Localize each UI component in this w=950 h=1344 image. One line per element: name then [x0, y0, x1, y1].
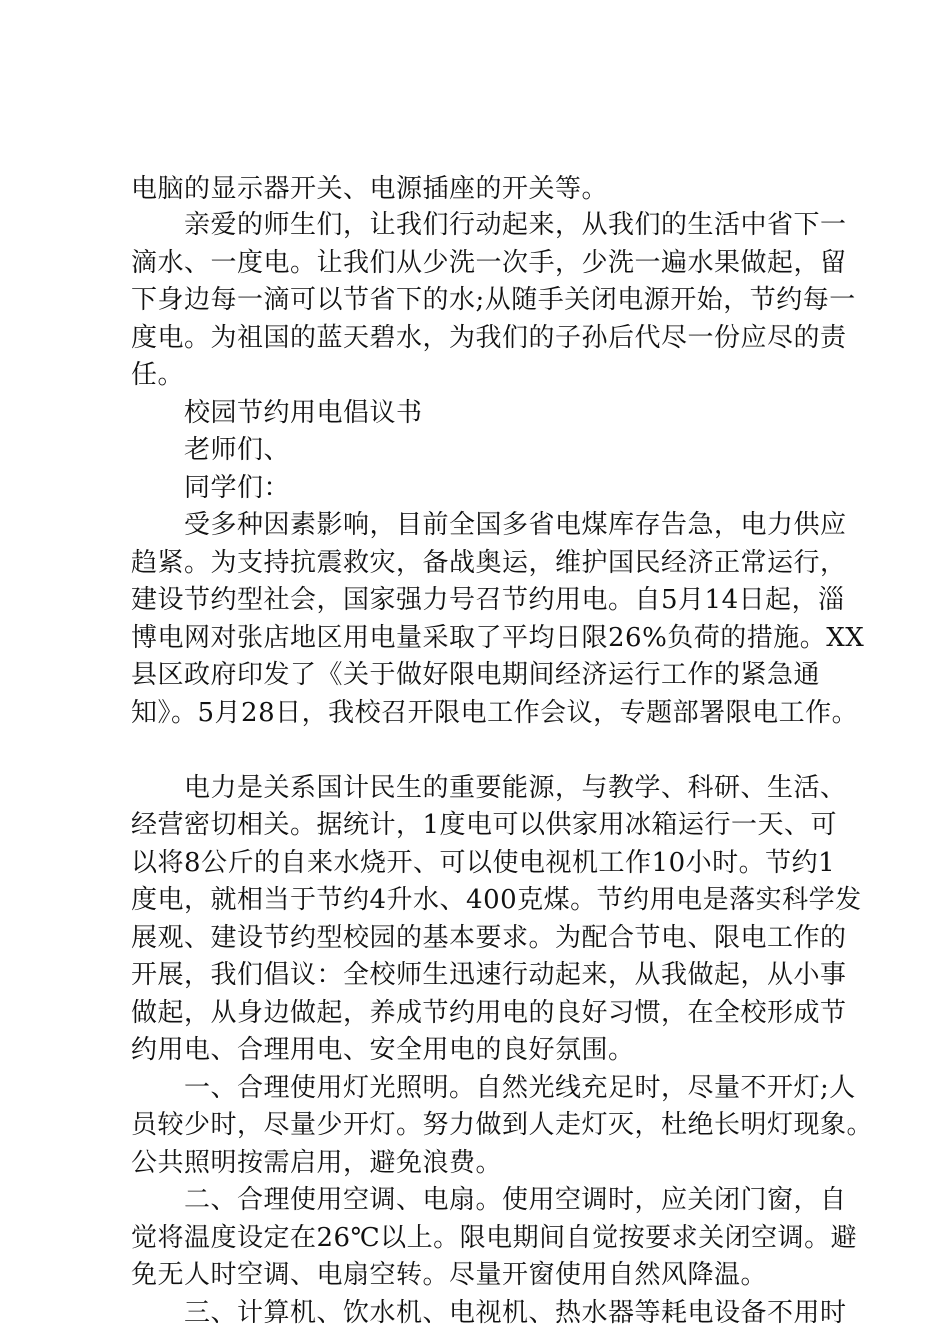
text-line: 公共照明按需启用，避免浪费。 [131, 1148, 503, 1178]
salutation-students: 同学们： [131, 473, 291, 503]
text-line: 滴水、一度电。让我们从少洗一次手，少洗一遍水果做起，留 [131, 248, 847, 278]
text-line: 趋紧。为支持抗震救灾，备战奥运，维护国民经济正常运行， [131, 548, 847, 578]
text-line: 做起，从身边做起，养成节约用电的良好习惯，在全校形成节 [131, 998, 847, 1028]
text-line: 觉将温度设定在26℃以上。限电期间自觉按要求关闭空调。避 [131, 1223, 858, 1253]
text-line: 一、合理使用灯光照明。自然光线充足时，尽量不开灯;人 [131, 1073, 856, 1103]
text-line: 任。 [131, 360, 185, 390]
text-line: 度电，就相当于节约4升水、400克煤。节约用电是落实科学发 [131, 885, 862, 915]
text-line: 县区政府印发了《关于做好限电期间经济运行工作的紧急通 [131, 660, 821, 690]
text-line: 知》。5月28日，我校召开限电工作会议，专题部署限电工作。 [131, 698, 859, 728]
text-line: 度电。为祖国的蓝天碧水，为我们的子孙后代尽一份应尽的责 [131, 323, 847, 353]
text-line: 建设节约型社会，国家强力号召节约用电。自5月14日起，淄 [131, 585, 845, 615]
text-line: 受多种因素影响，目前全国多省电煤库存告急，电力供应 [131, 510, 847, 540]
text-line: 经营密切相关。据统计，1度电可以供家用冰箱运行一天、可 [131, 810, 838, 840]
text-line: 约用电、合理用电、安全用电的良好氛围。 [131, 1035, 635, 1065]
text-line: 免无人时空调、电扇空转。尽量开窗使用自然风降温。 [131, 1260, 768, 1290]
section-title: 校园节约用电倡议书 [131, 398, 423, 428]
text-line: 电脑的显示器开关、电源插座的开关等。 [131, 174, 609, 204]
text-line: 以将8公斤的自来水烧开、可以使电视机工作10小时。节约1 [131, 848, 836, 878]
text-line: 二、合理使用空调、电扇。使用空调时，应关闭门窗，自 [131, 1185, 847, 1215]
text-line: 三、计算机、饮水机、电视机、热水器等耗电设备不用时 [131, 1298, 847, 1328]
text-line: 博电网对张店地区用电量采取了平均日限26%负荷的措施。XX [131, 623, 865, 653]
text-line: 下身边每一滴可以节省下的水;从随手关闭电源开始，节约每一 [131, 285, 856, 315]
text-line: 员较少时，尽量少开灯。努力做到人走灯灭，杜绝长明灯现象。 [131, 1110, 874, 1140]
salutation-teachers: 老师们、 [131, 435, 291, 465]
text-line: 亲爱的师生们，让我们行动起来，从我们的生活中省下一 [131, 210, 847, 240]
text-line: 展观、建设节约型校园的基本要求。为配合节电、限电工作的 [131, 923, 847, 953]
text-line: 电力是关系国计民生的重要能源，与教学、科研、生活、 [131, 773, 847, 803]
text-line: 开展，我们倡议：全校师生迅速行动起来，从我做起，从小事 [131, 960, 847, 990]
